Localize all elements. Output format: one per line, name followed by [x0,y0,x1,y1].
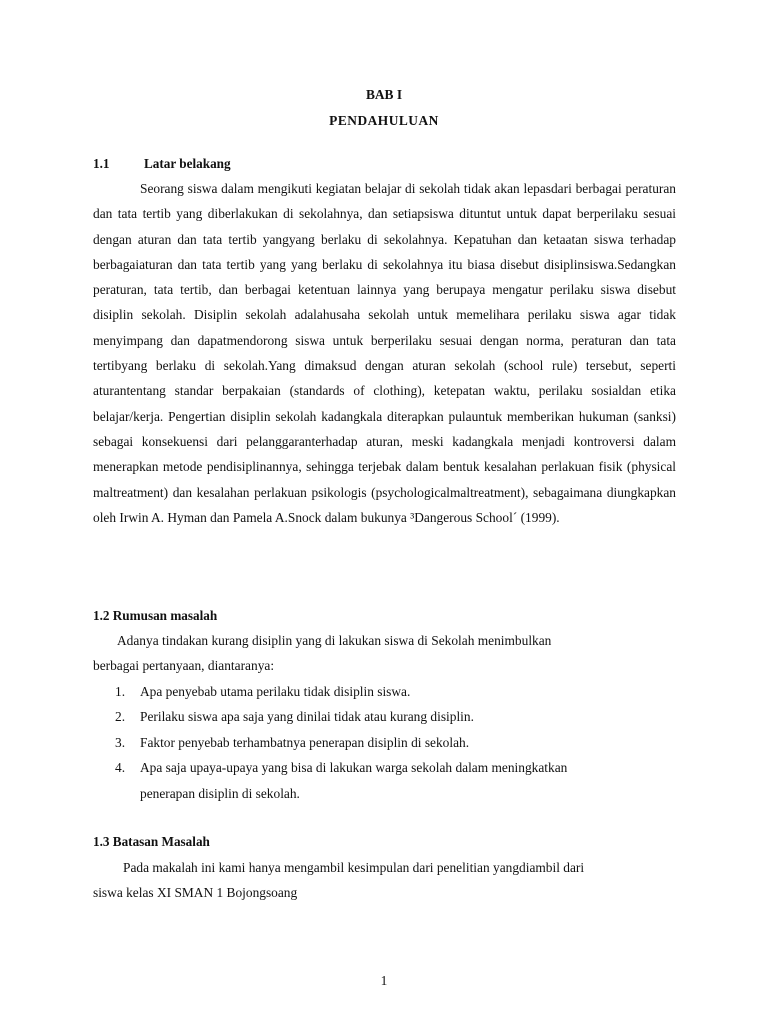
rumusan-list [93,679,676,806]
list-number: 1. [115,684,126,699]
list-item [93,704,676,729]
section-heading-latar [93,156,231,172]
page-number: 1 [380,973,388,988]
list-text: Faktor penyebab terhambatnya penerapan disiplin di sekolah. [140,734,470,750]
batasan-line1: Pada makalah ini kami hanya mengambil kesimpulan dari penelitian yangdiambil dari [123,860,585,875]
section-heading-rumusan: 1.2 Rumusan masalah [93,608,218,623]
chapter-title: PENDAHULUAN [329,113,439,128]
list-item [93,755,676,806]
section-number: 1.1 [93,156,110,171]
list-number: 3. [115,734,126,750]
list-item [93,730,676,755]
chapter-number: BAB I [365,87,403,102]
rumusan-intro-line1: Adanya tindakan kurang disiplin yang di lakukan siswa di Sekolah menimbulkan [117,633,552,648]
latar-paragraph: Seorang siswa dalam mengikuti kegiatan belajar di sekolah tidak akan lepasdari berbagai peraturan dan tata tertib yang diberlakukan di sekolahnya, dan setiapsiswa dituntut untuk dapat berperilaku sesuai dengan aturan dan tata tertib yangyang berlaku di sekolahnya. Kepatuhan dan ketaatan siswa terhadap berbagaiaturan dan tata tertib yang yang berlaku di sekolahnya itu biasa disebut disiplinsiswa.Sedangkan peraturan, tata tertib, dan berbagai ketentuan lainnya yang berupaya mengatur perilaku siswa disebut disiplin sekolah. Disiplin sekolah adalahusaha sekolah untuk memelihara perilaku siswa agar tidak menyimpang dan dapatmendorong siswa untuk berperilaku sesuai dengan norma, peraturan dan tata tertibyang berlaku di sekolah.Yang dimaksud dengan aturan sekolah (school rule) tersebut, seperti aturantentang standar berpakaian (standards of clothing), ketepatan waktu, perilaku sosialdan etika belajar/kerja. Pengertian disiplin sekolah kadangkala diterapkan pulauntuk memberikan hukuman (sanksi) sebagai konsekuensi dari pelanggaranterhadap aturan, meski kadangkala menjadi kontroversi dalam menerapkan metode pendisiplinannya, sehingga terjebak dalam bentuk kesalahan perlakuan fisik (physical maltreatment) dan kesalahan perlakuan psikologis (psychologicalmaltreatment), sebagaimana diungkapkan oleh Irwin A. Hyman dan Pamela A.Snock dalam bukunya ³Dangerous School´ (1999). [93,181,676,525]
list-number: 4. [115,760,126,776]
rumusan-intro-line2: berbagai pertanyaan, diantaranya: [93,658,275,673]
list-item [93,679,676,704]
list-text: Apa saja upaya-upaya yang bisa di lakukan warga sekolah dalam meningkatkan penerapan disiplin di sekolah. [140,760,568,801]
list-number: 2. [115,709,126,725]
list-text: Perilaku siswa apa saja yang dinilai tidak atau kurang disiplin. [140,709,474,725]
section-title: Latar belakang [144,156,231,171]
batasan-line2: siswa kelas XI SMAN 1 Bojongsoang [93,885,298,900]
list-text: Apa penyebab utama perilaku tidak disiplin siswa. [140,684,411,699]
section-heading-batasan: 1.3 Batasan Masalah [93,834,210,849]
